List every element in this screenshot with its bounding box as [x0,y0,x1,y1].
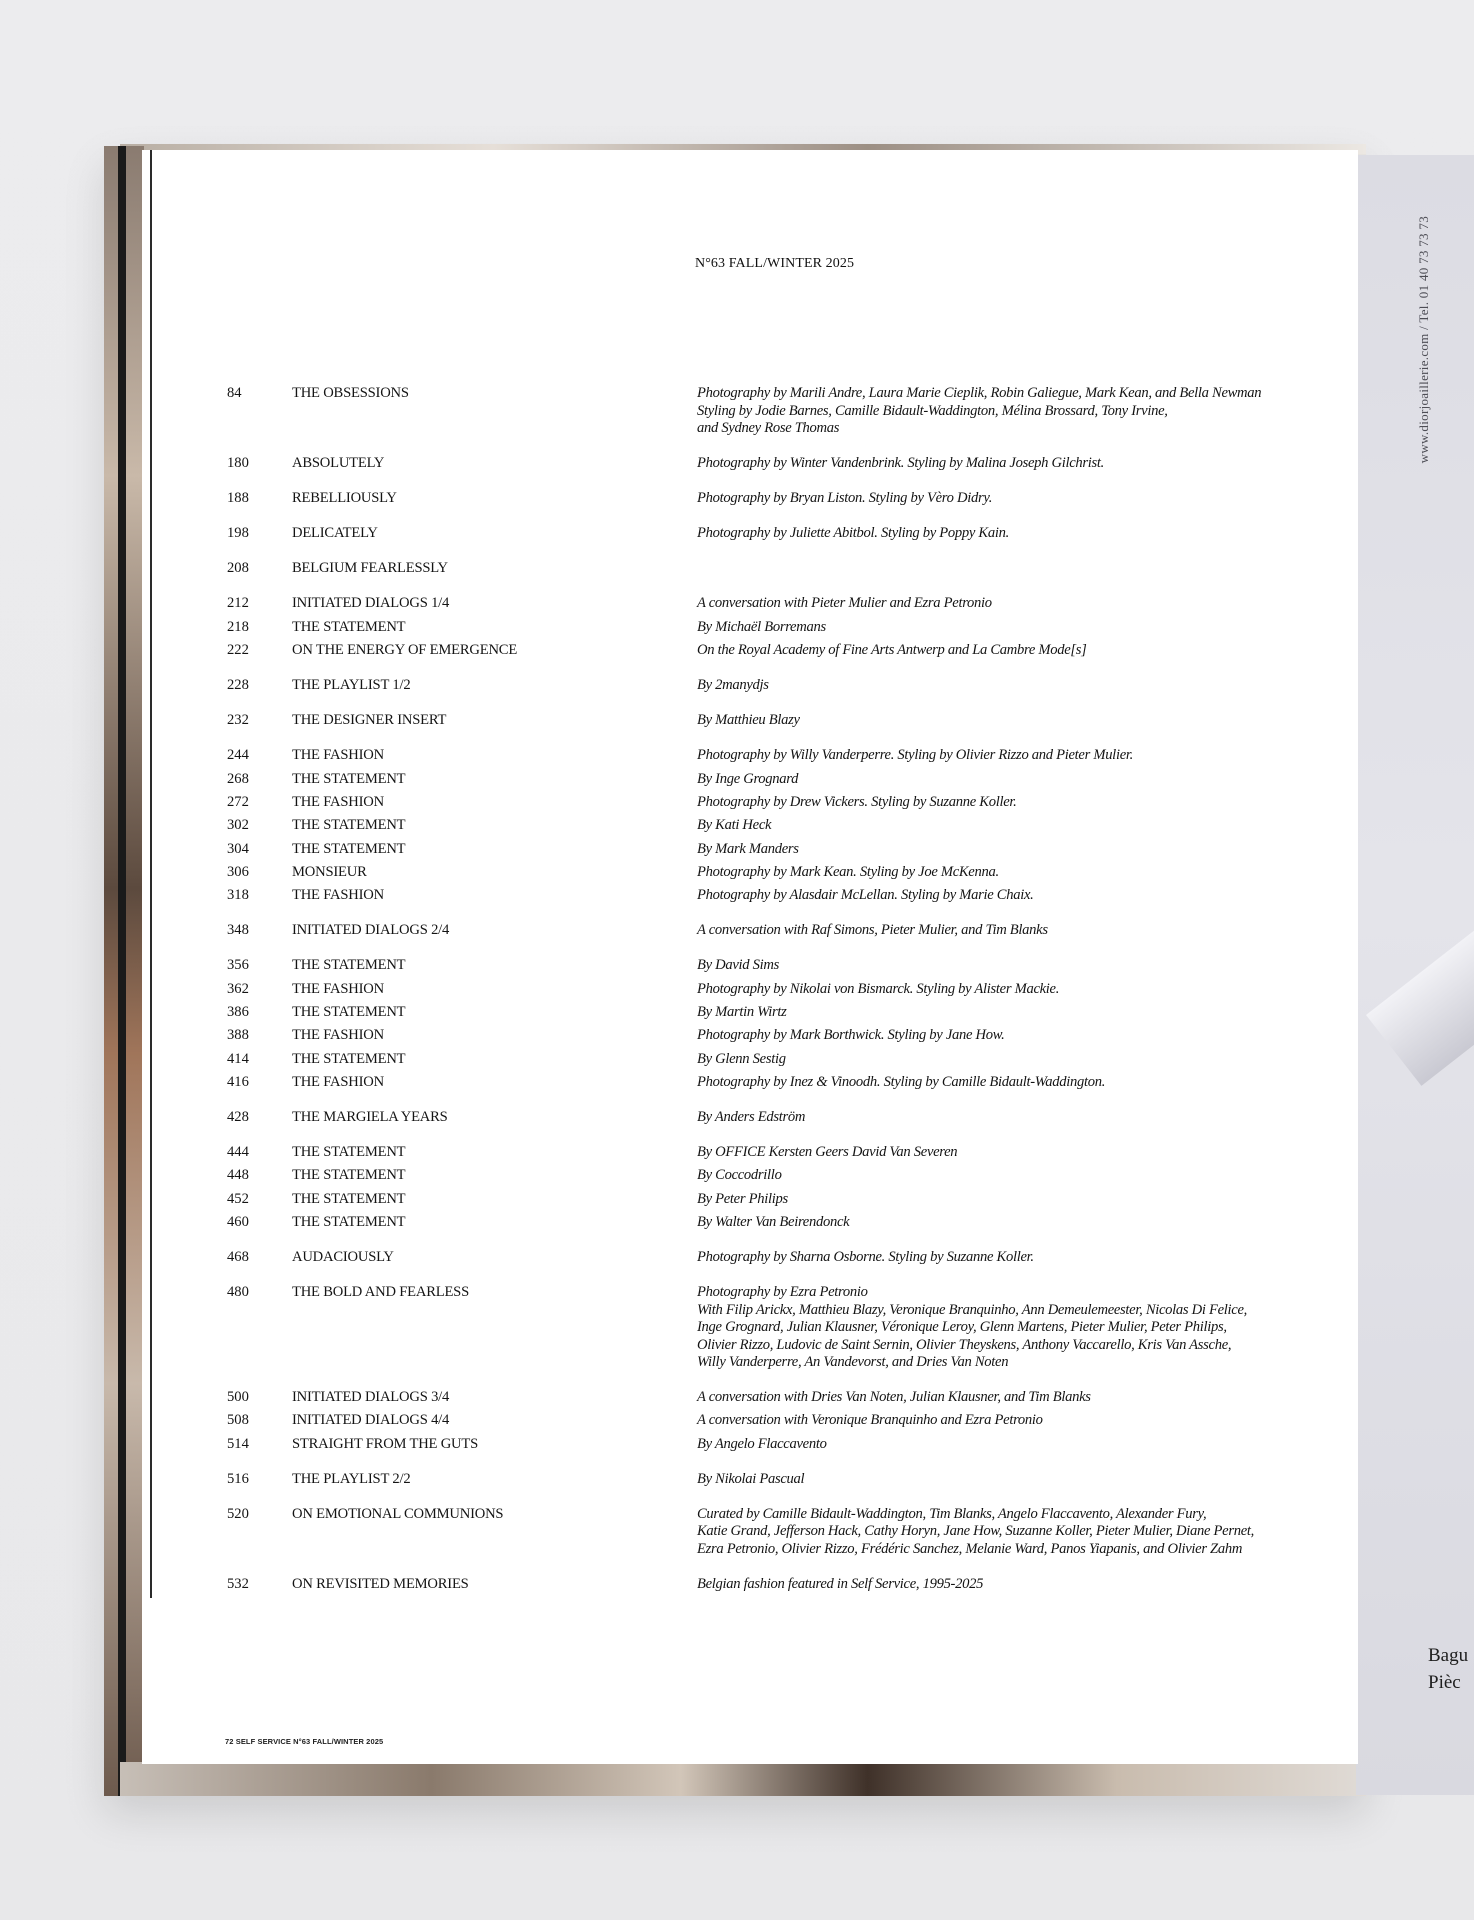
toc-page-number: 212 [227,595,249,612]
toc-entry [227,385,1327,438]
toc-credit-line: By Nikolai Pascual [697,1470,805,1487]
toc-credit [697,1074,1327,1092]
toc-title: THE STATEMENT [292,770,406,787]
toc-credit [697,981,1327,999]
toc-entry [227,841,1327,859]
toc-title: THE BOLD AND FEARLESS [292,1284,470,1301]
toc-title: THE FASHION [292,747,384,764]
toc-entry [227,1027,1327,1045]
toc-title: INITIATED DIALOGS 4/4 [292,1412,450,1429]
toc-page-number: 188 [227,490,249,507]
toc-title: THE OBSESSIONS [292,385,409,401]
toc-credit-line: Katie Grand, Jefferson Hack, Cathy Horyn, Jane How, Suzanne Koller, Pieter Mulier, Diane Pernet, [697,1523,1255,1540]
toc-credit [697,1191,1327,1209]
toc-title: ON REVISITED MEMORIES [292,1576,469,1593]
toc-page-number: 414 [227,1050,249,1067]
toc-credit-line: Photography by Sharna Osborne. Styling by Suzanne Koller. [697,1248,1034,1265]
toc-credit-line: Photography by Drew Vickers. Styling by Suzanne Koller. [697,793,1017,810]
page-bottom-edge [120,1762,1366,1796]
toc-entry [227,771,1327,789]
toc-credit-line: Olivier Rizzo, Ludovic de Saint Sernin, Olivier Theyskens, Anthony Vaccarello, Kris Van Assche, [697,1336,1232,1353]
toc-credit [697,385,1327,438]
toc-page-number: 304 [227,840,249,857]
gutter-line [150,150,152,1598]
toc-credit [697,560,1327,578]
toc-credit-line: On the Royal Academy of Fine Arts Antwerp and La Cambre Mode[s] [697,642,1087,659]
toc-title: AUDACIOUSLY [292,1248,394,1265]
vertical-side-text: www.diorjoaillerie.com / Tel. 01 40 73 73 73 [1416,216,1431,464]
toc-entry [227,1074,1327,1092]
toc-credit-line: By 2manydjs [697,677,769,694]
facing-page-line: Bagu [1428,1645,1469,1666]
toc-entry [227,1144,1327,1162]
facing-page-line: Pièc [1428,1672,1461,1693]
toc-entry [227,1389,1327,1407]
toc-entry [227,1506,1327,1559]
toc-credit [697,1506,1327,1559]
toc-credit-line: By Peter Philips [697,1190,788,1207]
toc-credit-line: By Michaël Borremans [697,618,826,635]
toc-title: ABSOLUTELY [292,455,385,472]
toc-entry [227,957,1327,975]
toc-credit-line: Photography by Ezra Petronio [697,1284,868,1301]
toc-credit-line: Willy Vanderperre, An Vandevorst, and Dries Van Noten [697,1354,1009,1371]
toc-title: BELGIUM FEARLESSLY [292,560,448,577]
toc-title: THE FASHION [292,980,384,997]
toc-credit-line: Photography by Marili Andre, Laura Marie Cieplik, Robin Galiegue, Mark Kean, and Bella Newman [697,385,1262,401]
toc-credit [697,1144,1327,1162]
toc-title: THE FASHION [292,1027,384,1044]
toc-page-number: 198 [227,525,249,542]
toc-credit-line: By Inge Grognard [697,770,799,787]
toc-entry [227,525,1327,543]
toc-page-number: 362 [227,980,249,997]
toc-credit [697,712,1327,730]
toc-entry [227,1284,1327,1372]
toc-credit [697,1436,1327,1454]
toc-credit-line: A conversation with Veronique Branquinho and Ezra Petronio [697,1412,1043,1429]
toc-title: MONSIEUR [292,863,367,880]
toc-title: THE STATEMENT [292,1213,406,1230]
toc-title: INITIATED DIALOGS 1/4 [292,595,450,612]
toc-credit [697,1471,1327,1489]
toc-credit-line: By Coccodrillo [697,1167,782,1184]
toc-credit-line: Belgian fashion featured in Self Service, 1995-2025 [697,1576,984,1593]
toc-entry [227,642,1327,660]
toc-entry [227,864,1327,882]
toc-credit [697,1214,1327,1232]
toc-title: STRAIGHT FROM THE GUTS [292,1435,479,1452]
toc-credit-line: Photography by Nikolai von Bismarck. Styling by Alister Mackie. [697,980,1060,997]
toc-credit [697,525,1327,543]
toc-credit [697,595,1327,613]
toc-page-number: 416 [227,1073,249,1090]
toc-credit [697,677,1327,695]
toc-credit [697,794,1327,812]
toc-page-number: 448 [227,1167,249,1184]
toc-page-number: 228 [227,677,249,694]
toc-page-number: 388 [227,1027,249,1044]
toc-title: THE STATEMENT [292,817,406,834]
toc-entry [227,1191,1327,1209]
toc-entry [227,1412,1327,1430]
toc-credit [697,490,1327,508]
toc-entry [227,794,1327,812]
toc-credit [697,1412,1327,1430]
toc-credit-line: A conversation with Dries Van Noten, Julian Klausner, and Tim Blanks [697,1389,1091,1406]
toc-credit [697,1576,1327,1594]
toc-credit-line: Curated by Camille Bidault-Waddington, Tim Blanks, Angelo Flaccavento, Alexander Fury, [697,1505,1207,1522]
toc-title: THE STATEMENT [292,957,406,974]
toc-page-number: 480 [227,1284,249,1301]
toc-credit-line: Photography by Inez & Vinoodh. Styling by Camille Bidault-Waddington. [697,1073,1106,1090]
toc-credit-line: A conversation with Pieter Mulier and Ezra Petronio [697,595,992,612]
toc-title: INITIATED DIALOGS 3/4 [292,1389,450,1406]
toc-page-number: 452 [227,1190,249,1207]
toc-title: THE PLAYLIST 2/2 [292,1470,411,1487]
toc-page-number: 356 [227,957,249,974]
toc-credit-line: Photography by Mark Borthwick. Styling by Jane How. [697,1027,1005,1044]
toc-credit [697,864,1327,882]
toc-credit-line: Styling by Jodie Barnes, Camille Bidault-Waddington, Mélina Brossard, Tony Irvine, [697,402,1168,419]
toc-title: THE STATEMENT [292,1050,406,1067]
toc-entry [227,490,1327,508]
toc-entry [227,560,1327,578]
toc-credit-line: By Kati Heck [697,817,772,834]
toc-credit [697,922,1327,940]
toc-entry [227,747,1327,765]
toc-credit-line: By Matthieu Blazy [697,712,800,729]
toc-entry [227,1004,1327,1022]
toc-credit [697,1004,1327,1022]
table-of-contents [227,385,1327,1611]
toc-credit-line: Photography by Alasdair McLellan. Styling by Marie Chaix. [697,887,1034,904]
toc-credit [697,619,1327,637]
toc-page-number: 508 [227,1412,249,1429]
toc-credit-line: By Mark Manders [697,840,799,857]
toc-credit [697,1109,1327,1127]
toc-page-number: 468 [227,1248,249,1265]
toc-entry [227,1249,1327,1267]
toc-page-number: 514 [227,1435,249,1452]
toc-entry [227,619,1327,637]
toc-title: THE FASHION [292,887,384,904]
toc-entry [227,1109,1327,1127]
toc-page-number: 208 [227,560,249,577]
toc-credit-line: Photography by Willy Vanderperre. Styling by Olivier Rizzo and Pieter Mulier. [697,747,1133,764]
toc-credit-line: By Anders Edström [697,1108,806,1125]
toc-title: ON THE ENERGY OF EMERGENCE [292,642,518,659]
issue-title: N°63 FALL/WINTER 2025 [695,256,855,271]
toc-page-number: 444 [227,1143,249,1160]
toc-entry [227,887,1327,905]
toc-credit [697,1249,1327,1267]
toc-credit-line: By Martin Wirtz [697,1003,787,1020]
toc-page-number: 516 [227,1470,249,1487]
toc-credit [697,747,1327,765]
toc-entry [227,1167,1327,1185]
toc-entry [227,677,1327,695]
toc-entry [227,1471,1327,1489]
toc-credit-line: Photography by Bryan Liston. Styling by Vèro Didry. [697,490,993,507]
toc-credit-line: Photography by Mark Kean. Styling by Joe McKenna. [697,863,999,880]
toc-page-number: 520 [227,1505,249,1522]
toc-credit-line: With Filip Arickx, Matthieu Blazy, Veronique Branquinho, Ann Demeulemeester, Nicolas Di Felice, [697,1301,1248,1318]
toc-credit-line: and Sydney Rose Thomas [697,420,840,436]
toc-credit [697,1284,1327,1372]
toc-credit-line: Inge Grognard, Julian Klausner, Véronique Leroy, Glenn Martens, Pieter Mulier, Peter Philips, [697,1319,1227,1336]
toc-entry [227,1051,1327,1069]
toc-credit [697,841,1327,859]
toc-title: THE STATEMENT [292,618,406,635]
toc-entry [227,922,1327,940]
toc-credit [697,771,1327,789]
toc-entry [227,817,1327,835]
toc-title: THE STATEMENT [292,840,406,857]
toc-credit [697,1389,1327,1407]
toc-title: THE MARGIELA YEARS [292,1108,448,1125]
toc-page-number: 268 [227,770,249,787]
page-footer: 72 SELF SERVICE N°63 FALL/WINTER 2025 [225,1737,384,1746]
toc-page-number: 244 [227,747,249,764]
toc-credit-line: By Angelo Flaccavento [697,1435,827,1452]
toc-page-number: 232 [227,712,249,729]
toc-entry [227,981,1327,999]
toc-credit-line: Ezra Petronio, Olivier Rizzo, Frédéric Sanchez, Melanie Ward, Panos Yiapanis, and Olivier Zahm [697,1540,1243,1557]
toc-title: REBELLIOUSLY [292,490,397,507]
toc-credit [697,1051,1327,1069]
toc-title: DELICATELY [292,525,378,542]
facing-page [1356,155,1474,1795]
toc-title: INITIATED DIALOGS 2/4 [292,922,450,939]
toc-entry [227,1576,1327,1594]
toc-credit [697,1027,1327,1045]
toc-title: THE STATEMENT [292,1167,406,1184]
page-spine-strip [104,146,144,1796]
toc-title: ON EMOTIONAL COMMUNIONS [292,1505,504,1522]
facing-page-object [1366,892,1474,1086]
toc-credit [697,1167,1327,1185]
toc-page-number: 180 [227,455,249,472]
toc-credit-line: By Glenn Sestig [697,1050,786,1067]
toc-page-number: 302 [227,817,249,834]
toc-page-number: 218 [227,618,249,635]
toc-title: THE STATEMENT [292,1003,406,1020]
toc-credit-line: Photography by Juliette Abitbol. Styling by Poppy Kain. [697,525,1009,542]
toc-credit-line: Photography by Winter Vandenbrink. Styling by Malina Joseph Gilchrist. [697,455,1105,472]
toc-page-number: 222 [227,642,249,659]
toc-page-number: 532 [227,1576,249,1593]
toc-title: THE FASHION [292,793,384,810]
toc-page-number: 306 [227,863,249,880]
toc-credit [697,817,1327,835]
toc-title: THE FASHION [292,1073,384,1090]
toc-credit-line: By David Sims [697,957,780,974]
toc-credit-line: A conversation with Raf Simons, Pieter Mulier, and Tim Blanks [697,922,1048,939]
toc-title: THE DESIGNER INSERT [292,712,447,729]
toc-title: THE PLAYLIST 1/2 [292,677,411,694]
toc-entry [227,595,1327,613]
toc-page-number: 500 [227,1389,249,1406]
toc-entry [227,712,1327,730]
facing-page-text [1428,1642,1468,1696]
toc-page-number: 460 [227,1213,249,1230]
toc-credit-line: By Walter Van Beirendonck [697,1213,850,1230]
toc-page-number: 318 [227,887,249,904]
toc-credit [697,455,1327,473]
toc-entry [227,1436,1327,1454]
toc-credit [697,957,1327,975]
toc-page-number: 348 [227,922,249,939]
toc-entry [227,455,1327,473]
toc-page-number: 428 [227,1108,249,1125]
toc-title: THE STATEMENT [292,1143,406,1160]
toc-credit [697,887,1327,905]
toc-page-number: 84 [227,385,242,401]
toc-credit [697,642,1327,660]
toc-credit-line: By OFFICE Kersten Geers David Van Severen [697,1143,958,1160]
toc-entry [227,1214,1327,1232]
toc-page-number: 386 [227,1003,249,1020]
toc-title: THE STATEMENT [292,1190,406,1207]
toc-page-number: 272 [227,793,249,810]
